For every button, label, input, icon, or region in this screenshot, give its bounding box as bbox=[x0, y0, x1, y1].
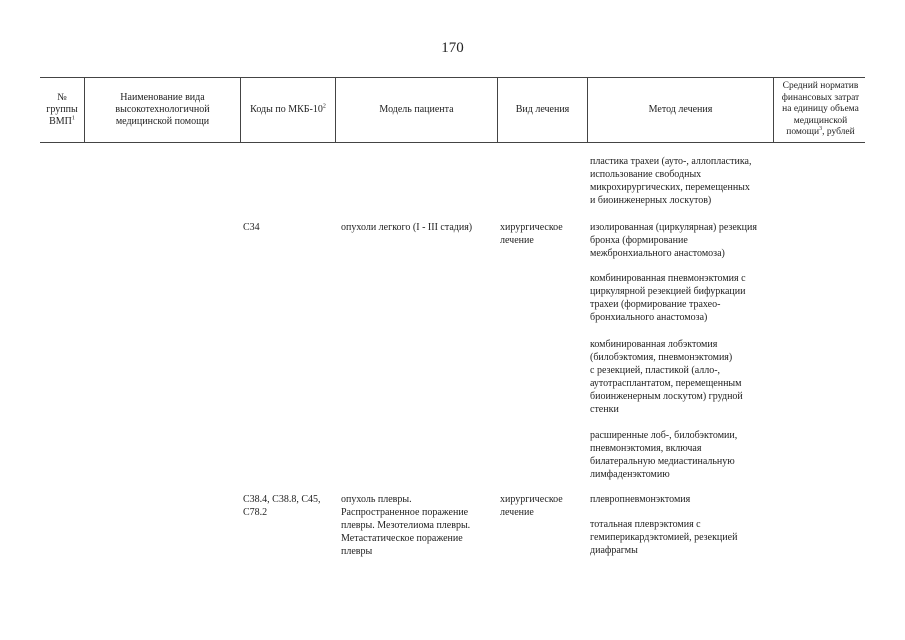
method-text: комбинированная пневмонэктомия с циркулярной резекцией бифуркации трахеи (формирование трахео- бронхиального анастомоза) bbox=[590, 273, 746, 323]
method-text: пластика трахеи (ауто-, аллопластика, использование свободных микрохирургических, перемещенных и биоинженерных лоскутов) bbox=[590, 156, 752, 206]
page-number: 170 bbox=[441, 40, 464, 56]
icd-code: C34 bbox=[243, 222, 260, 233]
method-text: плевропневмонэктомия bbox=[590, 494, 691, 505]
footnote-marker: 1 bbox=[71, 115, 75, 122]
header-cost-standard bbox=[774, 78, 867, 142]
header-group-number-text: № группы ВМП bbox=[46, 92, 78, 127]
header-cost-standard-unit: , рублей bbox=[822, 127, 855, 138]
patient-model: опухоли легкого (I - III стадия) bbox=[341, 222, 473, 233]
method-text: тотальная плеврэктомия с гемиперикардэктомией, резекцией диафрагмы bbox=[590, 519, 738, 556]
table-header-bottom-rule bbox=[40, 142, 865, 143]
method-text: комбинированная лобэктомия (билобэктомия, пневмонэктомия) с резекцией, пластикой (алло-, аутотрасплантатом, перемещенным биоинженерным лоскутом) грудной стенки bbox=[590, 339, 743, 415]
icd-code: C38.4, C38.8, C45, C78.2 bbox=[243, 494, 321, 518]
patient-model: опухоль плевры. Распространенное поражение плевры. Мезотелиома плевры. Метастатическое поражение плевры bbox=[341, 494, 471, 557]
treatment-type: хирургическое лечение bbox=[500, 222, 563, 246]
header-care-type: Наименование вида высокотехнологичной медицинской помощи bbox=[115, 92, 210, 127]
header-cost-standard-text: Средний норматив финансовых затрат на единицу объема медицинской помощи bbox=[781, 81, 860, 138]
treatment-type: хирургическое лечение bbox=[500, 494, 563, 518]
footnote-marker: 3 bbox=[819, 126, 823, 133]
header-group-number bbox=[40, 78, 84, 142]
method-text: расширенные лоб-, билобэктомии, пневмонэктомия, включая билатеральную медиастинальную лимфаденэктомию bbox=[590, 430, 738, 480]
header-patient-model: Модель пациента bbox=[379, 104, 454, 115]
header-icd-codes-text: Коды по МКБ-10 bbox=[250, 104, 323, 115]
header-treatment-method: Метод лечения bbox=[648, 104, 713, 115]
header-treatment-type: Вид лечения bbox=[515, 104, 570, 115]
footnote-marker: 2 bbox=[322, 103, 326, 110]
header-icd-codes bbox=[241, 78, 335, 142]
method-text: изолированная (циркулярная) резекция бронха (формирование межбронхиального анастомоза) bbox=[590, 222, 757, 259]
